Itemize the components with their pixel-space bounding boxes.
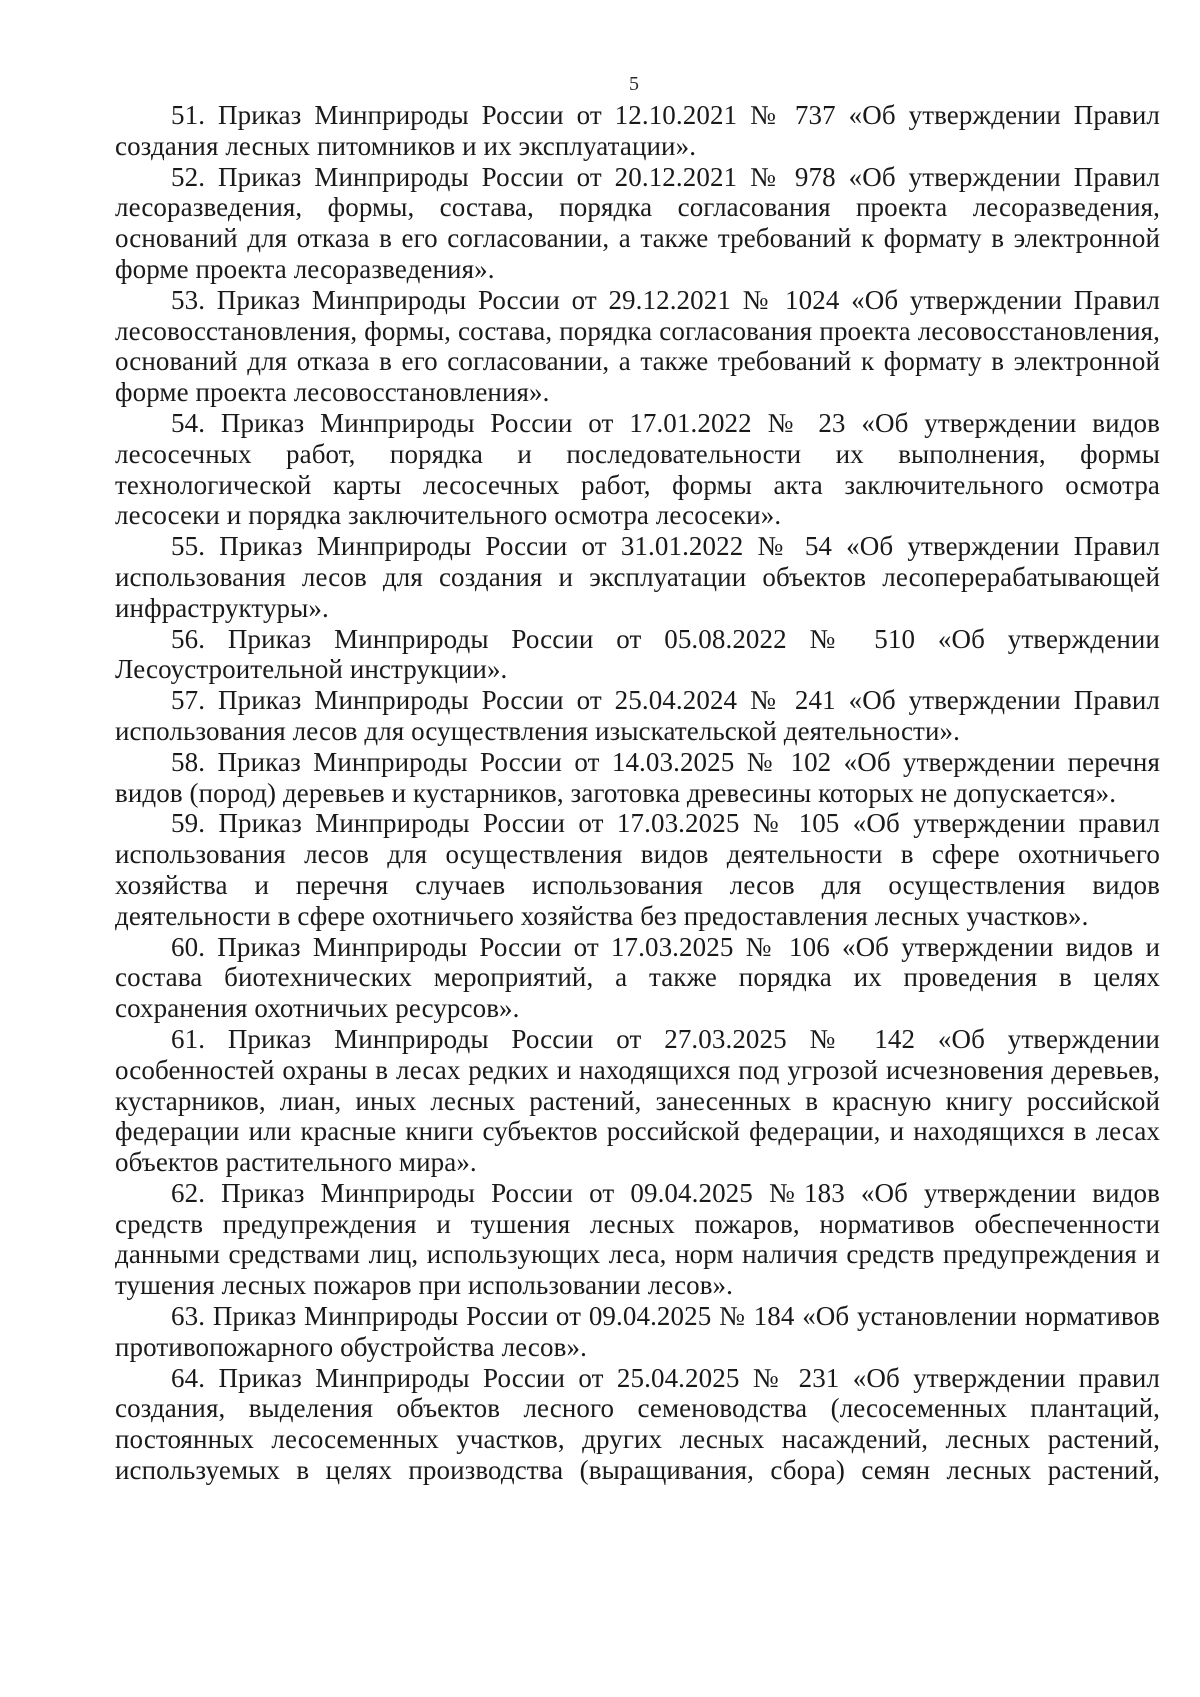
item-number: 51. <box>171 100 206 130</box>
item-number: 52. <box>171 161 206 192</box>
item-number: 55. <box>171 531 206 562</box>
item-text: Приказ Минприроды России от 17.03.2025 № 105 «Об утверждении правил использования лесов для осуществления видов деятельности в сфере охотничьего хозяйства и перечня случаев использования лесов для осуществления видов деятельности в сфере охотничьего хозяйства без предоставления лесных участков». <box>115 808 1160 931</box>
list-item <box>115 932 1160 1024</box>
item-text: Приказ Минприроды России от 29.12.2021 № 1024 «Об утверждении Правил лесовосстановления, формы, состава, порядка согласования проекта лесовосстановления, оснований для отказа в его согласовании, а также требований к формату в электронной форме проекта лесовосстановления». <box>115 284 1160 408</box>
item-text: Приказ Минприроды России от 20.12.2021 № 978 «Об утверждении Правил лесоразведения, формы, состава, порядка согласования проекта лесоразведения, оснований для отказа в его согласовании, а также требований к формату в электронной форме проекта лесоразведения». <box>115 161 1161 284</box>
item-number: 56. <box>171 623 206 654</box>
list-item <box>115 285 1160 408</box>
item-number: 57. <box>171 685 206 716</box>
list-item <box>115 162 1160 285</box>
list-item <box>115 1178 1160 1301</box>
item-text: Приказ Минприроды России от 31.01.2022 № 54 «Об утверждении Правил использования лесов для создания и эксплуатации объектов лесоперерабатывающей инфраструктуры». <box>115 531 1160 623</box>
item-text: Приказ Минприроды России от 09.04.2025 № 184 «Об установлении нормативов противопожарного обустройства лесов». <box>115 1301 1160 1362</box>
list-item <box>115 808 1160 931</box>
item-text: Приказ Минприроды России от 05.08.2022 № 510 «Об утверждении Лесоустроительной инструкции». <box>115 623 1160 685</box>
list-item <box>115 100 1160 162</box>
list-item <box>115 685 1160 747</box>
item-number: 61. <box>171 1023 206 1054</box>
list-item <box>115 1301 1160 1363</box>
item-number: 64. <box>171 1362 206 1393</box>
list-item <box>115 531 1160 623</box>
item-number: 59. <box>171 808 206 839</box>
list-item <box>115 1363 1160 1486</box>
item-number: 58. <box>171 746 206 777</box>
item-text: Приказ Минприроды России от 27.03.2025 № 142 «Об утверждении особенностей охраны в лесах редких и находящихся под угрозой исчезновения деревьев, кустарников, лиан, иных лесных растений, занесенных в красную книгу российской федерации или красные книги субъектов российской федерации, и находящихся в лесах объектов растительного мира». <box>115 1023 1160 1178</box>
item-text: Приказ Минприроды России от 12.10.2021 № 737 «Об утверждении Правил создания лесных питомников и их эксплуатации». <box>115 100 1161 161</box>
item-text: Приказ Минприроды России от 09.04.2025 №183 «Об утверждении видов средств предупреждения и тушения лесных пожаров, нормативов обеспеченности данными средствами лиц, использующих леса, норм наличия средств предупреждения и тушения лесных пожаров при использовании лесов». <box>115 1177 1160 1301</box>
list-item <box>115 408 1160 531</box>
list-item <box>115 624 1160 686</box>
list-item <box>115 747 1160 809</box>
document-body <box>115 100 1160 1486</box>
item-number: 60. <box>171 931 206 962</box>
item-number: 62. <box>171 1177 206 1208</box>
page-number: 5 <box>629 73 639 95</box>
item-text: Приказ Минприроды России от 17.01.2022 № 23 «Об утверждении видов лесосечных работ, порядка и последовательности их выполнения, формы технологической карты лесосечных работ, формы акта заключительного осмотра лесосеки и порядка заключительного осмотра лесосеки». <box>115 407 1160 531</box>
item-text: Приказ Минприроды России от 14.03.2025 № 102 «Об утверждении перечня видов (пород) деревьев и кустарников, заготовка древесины которых не допускается». <box>115 746 1160 808</box>
item-number: 63. <box>171 1301 206 1332</box>
item-text: Приказ Минприроды России от 25.04.2024 № 241 «Об утверждении Правил использования лесов для осуществления изыскательской деятельности». <box>115 685 1161 746</box>
item-text: Приказ Минприроды России от 17.03.2025 № 106 «Об утверждении видов и состава биотехнических мероприятий, а также порядка их проведения в целях сохранения охотничьих ресурсов». <box>115 931 1160 1024</box>
item-text: Приказ Минприроды России от 25.04.2025 № 231 «Об утверждении правил создания, выделения объектов лесного семеноводства (лесосеменных плантаций, постоянных лесосеменных участков, других лесных насаждений, лесных растений, используемых в целях производства (выращивания, сбора) семян лесных растений, <box>115 1362 1160 1486</box>
item-number: 53. <box>171 284 206 315</box>
list-item <box>115 1024 1160 1178</box>
item-number: 54. <box>171 407 206 438</box>
